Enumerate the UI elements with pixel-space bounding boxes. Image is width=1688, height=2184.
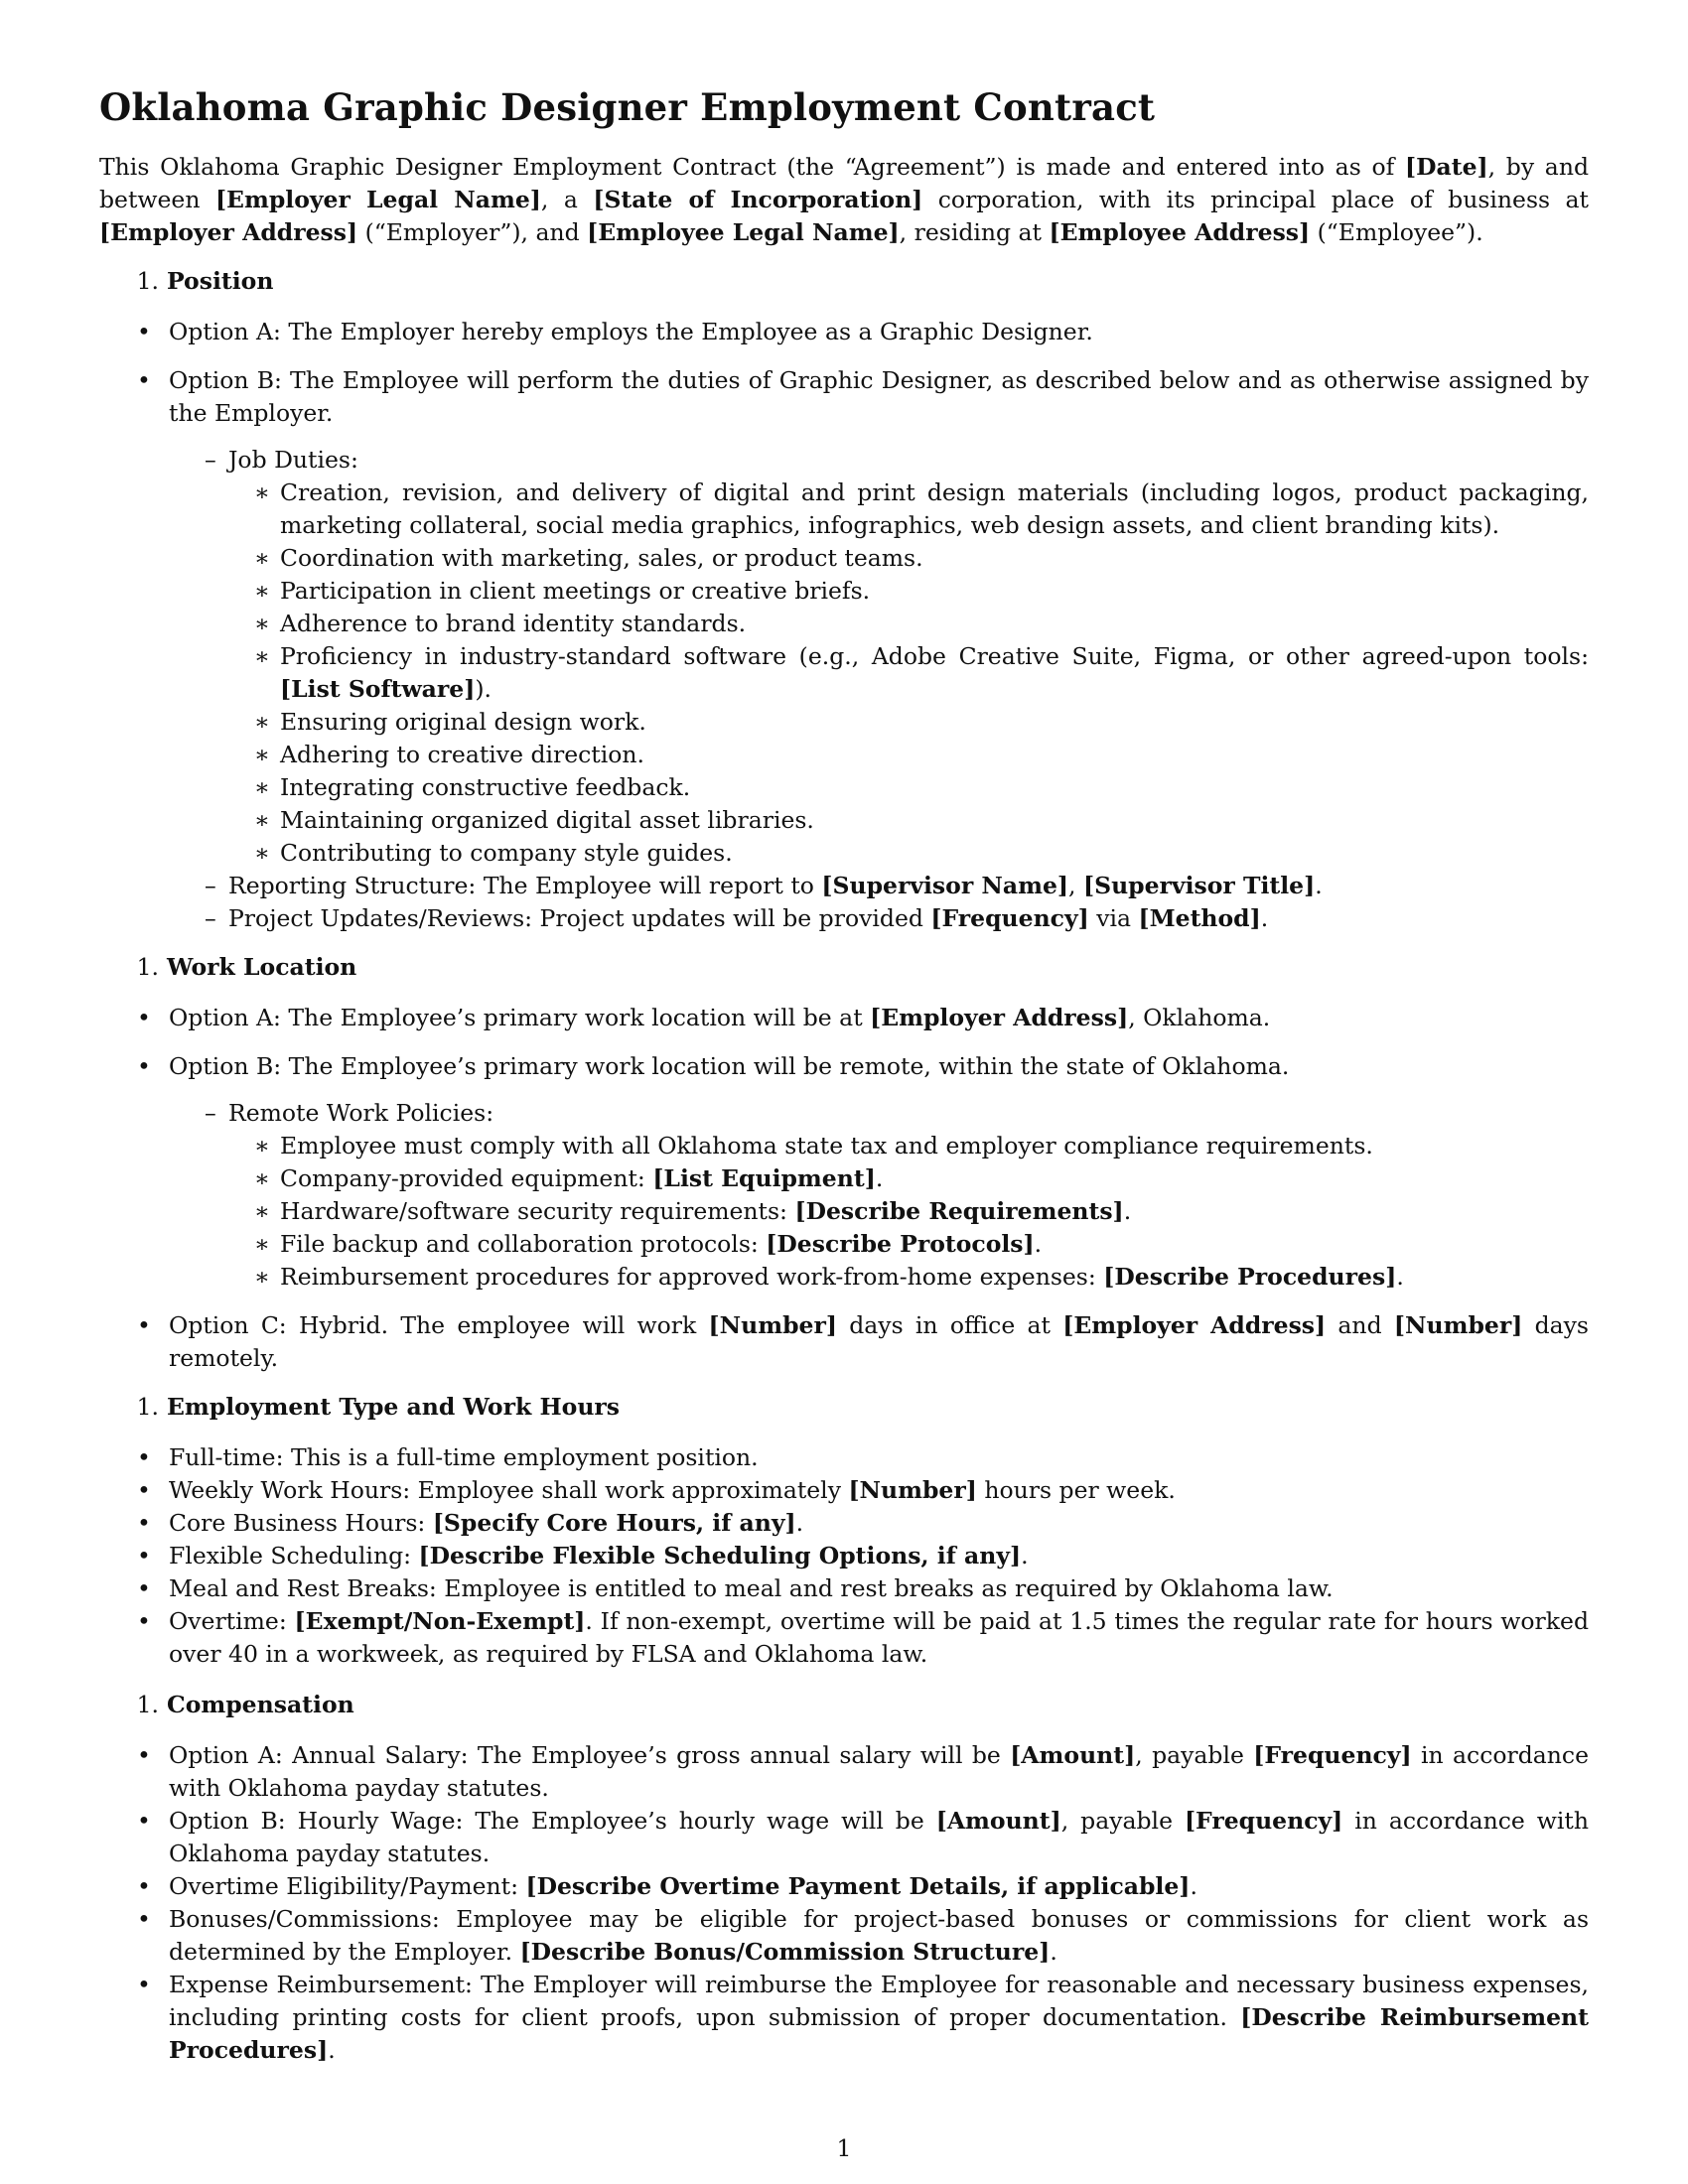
job-duties-item: – Job Duties: ∗ Creation, revision, and delivery of digital and print design materials (including logos, product packaging, marketing collateral, social media graphics, infographics, web design assets, and client branding kits). ∗ Coordination with marketing, sales, or product teams. ∗ Participation in client meetings or creative briefs. ∗ Adherence to brand identity standards. ∗ Proficiency in industry-standard software (e.g., Adobe Creative Suite, Figma, or other agreed-upon tools: [List Software]). ∗ Ensuring original design work. ∗ Adhering to creative direction. ∗ Integrating constructive feedback. ∗ Maintaining organized digital asset libraries. ∗ Contributing to company style guides. bbox=[169, 444, 1589, 870]
list-item: • Full-time: This is a full-time employment position. bbox=[99, 1441, 1589, 1474]
section-title: Compensation bbox=[167, 1691, 354, 1718]
intro-paragraph bbox=[99, 151, 1589, 249]
placeholder-field: [Employer Address] bbox=[99, 218, 358, 246]
placeholder-field: [State of Incorporation] bbox=[593, 186, 923, 213]
section-title: Work Location bbox=[167, 953, 357, 981]
placeholder-field: [Frequency] bbox=[930, 904, 1089, 932]
list-item: • Flexible Scheduling: [Describe Flexible Scheduling Options, if any]. bbox=[99, 1540, 1589, 1572]
list-item: • Option B: Hourly Wage: The Employee’s hourly wage will be [Amount], payable [Frequency] in accordance with Oklahoma payday statutes. bbox=[99, 1805, 1589, 1870]
list-item: ∗ Adherence to brand identity standards. bbox=[228, 608, 1589, 640]
intro-text: (“Employee”). bbox=[1310, 218, 1483, 246]
placeholder-field: [Describe Overtime Payment Details, if applicable] bbox=[525, 1872, 1191, 1900]
list-item: • Option B: The Employee’s primary work location will be remote, within the state of Oklahoma. – Remote Work Policies: ∗ Employee must comply with all Oklahoma state tax and employer compliance requirements. ∗ Company-provided equipment: [List Equipment]. ∗ Hardware/software security requirements: [Describe Requirements]. ∗ File backup and collaboration protocols: [Describe Protocols]. ∗ Reimbursement procedures for approved work-from-home expenses: [Describe Procedures]. bbox=[99, 1050, 1589, 1294]
placeholder-field: [Employer Legal Name] bbox=[214, 186, 541, 213]
work-location-options bbox=[99, 1002, 1589, 1375]
placeholder-field: [Specify Core Hours, if any] bbox=[432, 1509, 796, 1537]
section-title: Employment Type and Work Hours bbox=[167, 1393, 621, 1421]
employment-type-list bbox=[99, 1441, 1589, 1671]
page-number: 1 bbox=[836, 2134, 852, 2162]
placeholder-field: [Describe Reimbursement Procedures] bbox=[169, 2003, 1589, 2064]
placeholder-field: [Exempt/Non-Exempt] bbox=[294, 1607, 586, 1635]
placeholder-field: [Employer Address] bbox=[870, 1004, 1129, 1031]
list-item: ∗ Ensuring original design work. bbox=[228, 706, 1589, 739]
list-item: ∗ File backup and collaboration protocols: [Describe Protocols]. bbox=[228, 1228, 1589, 1261]
section-heading-work-location: 1. Work Location bbox=[99, 951, 1589, 984]
project-updates-item: – Project Updates/Reviews: Project updates will be provided [Frequency] via [Method]. bbox=[169, 902, 1589, 935]
list-item: ∗ Adhering to creative direction. bbox=[228, 739, 1589, 771]
remote-policies-list bbox=[228, 1130, 1589, 1294]
reporting-structure-item: – Reporting Structure: The Employee will report to [Supervisor Name], [Supervisor Title]. bbox=[169, 870, 1589, 902]
list-item: • Core Business Hours: [Specify Core Hours, if any]. bbox=[99, 1507, 1589, 1540]
placeholder-field: [Describe Protocols] bbox=[766, 1230, 1035, 1258]
placeholder-field: [Describe Flexible Scheduling Options, if any] bbox=[418, 1542, 1022, 1570]
placeholder-field: [Number] bbox=[1393, 1311, 1523, 1339]
placeholder-field: [Employee Address] bbox=[1049, 218, 1311, 246]
placeholder-field: [Employee Legal Name] bbox=[587, 218, 900, 246]
list-item: • Overtime: [Exempt/Non-Exempt]. If non-exempt, overtime will be paid at 1.5 times the regular rate for hours worked over 40 in a workweek, as required by FLSA and Oklahoma law. bbox=[99, 1605, 1589, 1671]
list-item: ∗ Coordination with marketing, sales, or product teams. bbox=[228, 542, 1589, 575]
section-heading-compensation: 1. Compensation bbox=[99, 1689, 1589, 1721]
placeholder-field: [Employer Address] bbox=[1062, 1311, 1327, 1339]
list-item: • Expense Reimbursement: The Employer will reimburse the Employee for reasonable and necessary business expenses, including printing costs for client proofs, upon submission of proper documentation. [Describe Reimbursement Procedures]. bbox=[99, 1969, 1589, 2067]
compensation-list bbox=[99, 1739, 1589, 2067]
placeholder-field: [Describe Bonus/Commission Structure] bbox=[519, 1938, 1051, 1966]
list-item: ∗ Company-provided equipment: [List Equipment]. bbox=[228, 1162, 1589, 1195]
intro-text: , by and between bbox=[99, 153, 1589, 213]
list-item: ∗ Participation in client meetings or creative briefs. bbox=[228, 575, 1589, 608]
list-item: ∗ Hardware/software security requirements: [Describe Requirements]. bbox=[228, 1195, 1589, 1228]
placeholder-field: [Describe Procedures] bbox=[1103, 1263, 1397, 1291]
placeholder-field: [Supervisor Title] bbox=[1082, 872, 1316, 899]
document-title: Oklahoma Graphic Designer Employment Contract bbox=[99, 85, 1156, 129]
document-page bbox=[99, 85, 1589, 2085]
intro-text: , residing at bbox=[899, 218, 1050, 246]
list-item: • Option A: The Employee’s primary work location will be at [Employer Address], Oklahoma. bbox=[99, 1002, 1589, 1034]
list-item: • Overtime Eligibility/Payment: [Describe Overtime Payment Details, if applicable]. bbox=[99, 1870, 1589, 1903]
placeholder-field: [Date] bbox=[1404, 153, 1488, 181]
list-item: • Meal and Rest Breaks: Employee is entitled to meal and rest breaks as required by Oklahoma law. bbox=[99, 1572, 1589, 1605]
list-item: • Bonuses/Commissions: Employee may be eligible for project-based bonuses or commissions for client work as determined by the Employer. [Describe Bonus/Commission Structure]. bbox=[99, 1903, 1589, 1969]
list-item: ∗ Maintaining organized digital asset libraries. bbox=[228, 804, 1589, 837]
list-item: • Option A: Annual Salary: The Employee’s gross annual salary will be [Amount], payable [Frequency] in accordance with Oklahoma payday statutes. bbox=[99, 1739, 1589, 1805]
list-item: ∗ Integrating constructive feedback. bbox=[228, 771, 1589, 804]
duties-list bbox=[228, 477, 1589, 870]
placeholder-field: [Amount] bbox=[935, 1807, 1061, 1835]
section-heading-employment-type: 1. Employment Type and Work Hours bbox=[99, 1391, 1589, 1424]
placeholder-field: [Method] bbox=[1138, 904, 1261, 932]
placeholder-field: [Amount] bbox=[1010, 1741, 1136, 1769]
intro-text: , a bbox=[540, 186, 594, 213]
position-options bbox=[99, 316, 1589, 935]
placeholder-field: [Frequency] bbox=[1184, 1807, 1343, 1835]
remote-policies-item: – Remote Work Policies: ∗ Employee must comply with all Oklahoma state tax and employer compliance requirements. ∗ Company-provided equipment: [List Equipment]. ∗ Hardware/software security requirements: [Describe Requirements]. ∗ File backup and collaboration protocols: [Describe Protocols]. ∗ Reimbursement procedures for approved work-from-home expenses: [Describe Procedures]. bbox=[169, 1097, 1589, 1294]
placeholder-field: [Number] bbox=[848, 1476, 977, 1504]
intro-text: This Oklahoma Graphic Designer Employment Contract (the “Agreement”) is made and entered into as of bbox=[99, 153, 1405, 181]
list-item: ∗ Creation, revision, and delivery of digital and print design materials (including logos, product packaging, marketing collateral, social media graphics, infographics, web design assets, and client branding kits). bbox=[228, 477, 1589, 542]
placeholder-field: [Frequency] bbox=[1253, 1741, 1412, 1769]
section-title: Position bbox=[167, 267, 274, 295]
list-item: • Option C: Hybrid. The employee will work [Number] days in office at [Employer Address] and [Number] days remotely. bbox=[99, 1309, 1589, 1375]
section-heading-position: 1. Position bbox=[99, 265, 1589, 298]
intro-text: corporation, with its principal place of business at bbox=[922, 186, 1589, 213]
placeholder-field: [Describe Requirements] bbox=[794, 1197, 1124, 1225]
list-item: • Weekly Work Hours: Employee shall work approximately [Number] hours per week. bbox=[99, 1474, 1589, 1507]
list-item: ∗ Reimbursement procedures for approved work-from-home expenses: [Describe Procedures]. bbox=[228, 1261, 1589, 1294]
placeholder-field: [List Equipment] bbox=[652, 1164, 876, 1192]
intro-text: (“Employer”), and bbox=[357, 218, 588, 246]
list-item: • Option A: The Employer hereby employs the Employee as a Graphic Designer. bbox=[99, 316, 1589, 348]
list-item: ∗ Proficiency in industry-standard software (e.g., Adobe Creative Suite, Figma, or other agreed-upon tools: [List Software]). bbox=[228, 640, 1589, 706]
list-item: ∗ Contributing to company style guides. bbox=[228, 837, 1589, 870]
placeholder-field: [List Software] bbox=[280, 675, 476, 703]
list-item: ∗ Employee must comply with all Oklahoma state tax and employer compliance requirements. bbox=[228, 1130, 1589, 1162]
placeholder-field: [Number] bbox=[708, 1311, 837, 1339]
list-item: • Option B: The Employee will perform the duties of Graphic Designer, as described below and as otherwise assigned by the Employer. – Job Duties: ∗ Creation, revision, and delivery of digital and print design materials (including logos, product packaging, marketing collateral, social media graphics, infographics, web design assets, and client branding kits). ∗ Coordination with marketing, sales, or product teams. ∗ Participation in client meetings or creative briefs. ∗ Adherence to brand identity standards. ∗ Proficiency in industry-standard software (e.g., Adobe Creative Suite, Figma, or other agreed-upon tools: [List Software]). ∗ Ensuring original design work. ∗ Adhering to creative direction. ∗ Integrating constructive feedback. ∗ Maintaining organized digital asset libraries. ∗ Contributing to company style guides. – Reporting Structure: The Employee will report to [Supervisor Name], [Supervisor Title]. – Project Updates/Reviews: Project updates will be provided [Frequency] via [Method]. bbox=[99, 364, 1589, 935]
placeholder-field: [Supervisor Name] bbox=[821, 872, 1069, 899]
